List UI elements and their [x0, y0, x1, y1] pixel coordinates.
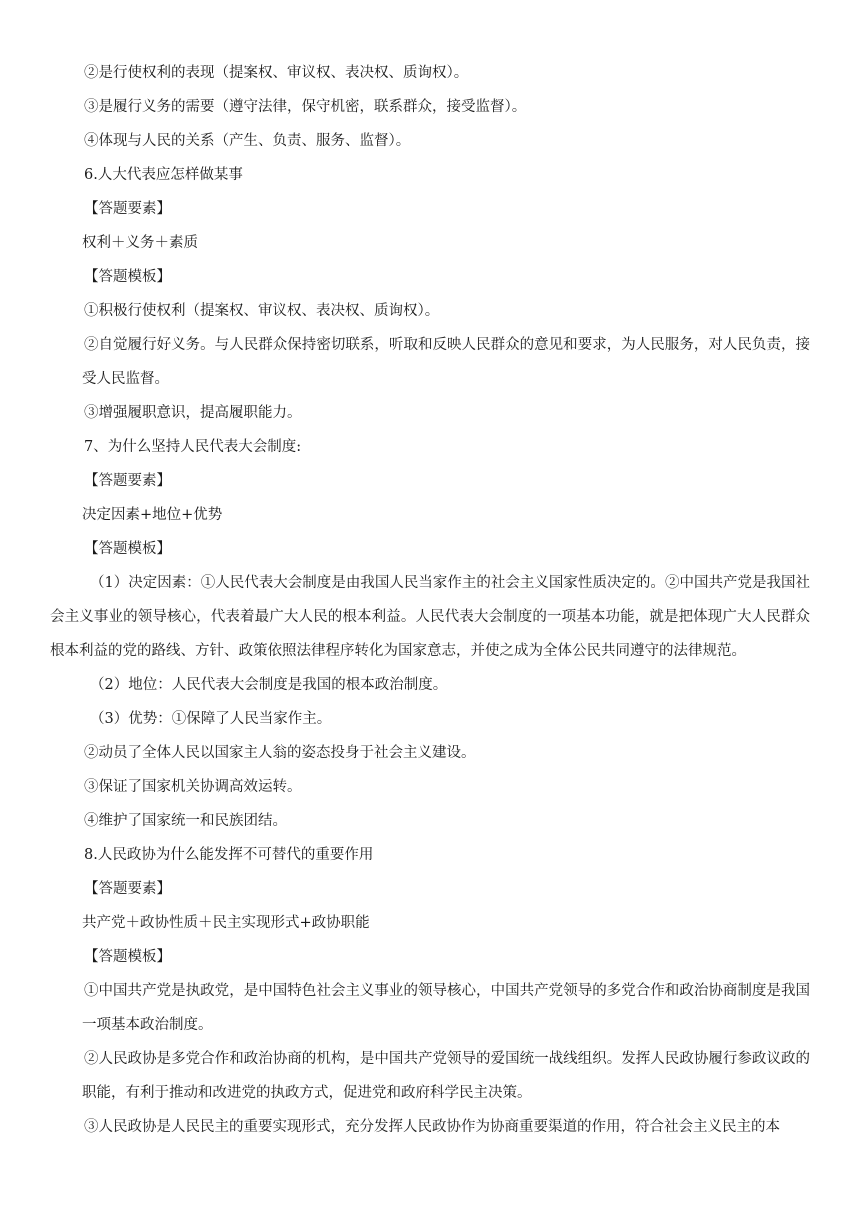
- section-heading-8: 8.人民政协为什么能发挥不可替代的重要作用: [84, 847, 374, 863]
- template-6-item-1: ①积极行使权利（提案权、审议权、表决权、质询权）。: [84, 303, 440, 319]
- document-page: [50, 56, 810, 1144]
- answer-elements-8: 共产党＋政协性质＋民主实现形式+政协职能: [82, 915, 370, 931]
- template-7-part-1: （1）决定因素：①人民代表大会制度是由我国人民当家作主的社会主义国家性质决定的。②中国共产党是我国社会主义事业的领导核心，代表着最广大人民的根本利益。人民代表大会制度的一项基本功能，就是把体现广大人民群众根本利益的党的路线、方针、政策依照法律程序转化为国家意志，并使之成为全体公民共同遵守的法律规范。: [50, 575, 810, 659]
- template-8-item-1: ①中国共产党是执政党，是中国特色社会主义事业的领导核心，中国共产党领导的多党合作和政治协商制度是我国一项基本政治制度。: [82, 983, 810, 1033]
- template-7-advantage-4: ④维护了国家统一和民族团结。: [84, 813, 287, 829]
- template-7-part-3: （3）优势：①保障了人民当家作主。: [90, 711, 332, 727]
- template-8-item-2: ②人民政协是多党合作和政治协商的机构，是中国共产党领导的爱国统一战线组织。发挥人民政协履行参政议政的职能，有利于推动和改进党的执政方式，促进党和政府科学民主决策。: [82, 1051, 810, 1101]
- section-heading-7: 7、为什么坚持人民代表大会制度:: [84, 439, 302, 455]
- answer-elements-7: 决定因素+地位+优势: [82, 507, 223, 523]
- label-answer-template: 【答题模板】: [84, 541, 171, 557]
- line-1: ②是行使权利的表现（提案权、审议权、表决权、质询权）。: [84, 65, 469, 81]
- section-heading-6: 6.人大代表应怎样做某事: [84, 167, 243, 183]
- label-answer-elements: 【答题要素】: [84, 881, 171, 897]
- template-7-advantage-3: ③保证了国家机关协调高效运转。: [84, 779, 302, 795]
- label-answer-template: 【答题模板】: [84, 269, 171, 285]
- line-3: ④体现与人民的关系（产生、负责、服务、监督）。: [84, 133, 411, 149]
- template-6-item-2: ②自觉履行好义务。与人民群众保持密切联系，听取和反映人民群众的意见和要求，为人民服务，对人民负责，接受人民监督。: [82, 337, 810, 387]
- template-7-part-2: （2）地位：人民代表大会制度是我国的根本政治制度。: [90, 677, 448, 693]
- label-answer-elements: 【答题要素】: [84, 473, 171, 489]
- label-answer-template: 【答题模板】: [84, 949, 171, 965]
- template-7-advantage-2: ②动员了全体人民以国家主人翁的姿态投身于社会主义建设。: [84, 745, 476, 761]
- label-answer-elements: 【答题要素】: [84, 201, 171, 217]
- line-2: ③是履行义务的需要（遵守法律，保守机密，联系群众，接受监督）。: [84, 99, 527, 115]
- template-8-item-3: ③人民政协是人民民主的重要实现形式，充分发挥人民政协作为协商重要渠道的作用，符合社会主义民主的本: [84, 1119, 780, 1135]
- template-6-item-3: ③增强履职意识，提高履职能力。: [84, 405, 302, 421]
- answer-elements-6: 权利＋义务＋素质: [82, 235, 198, 251]
